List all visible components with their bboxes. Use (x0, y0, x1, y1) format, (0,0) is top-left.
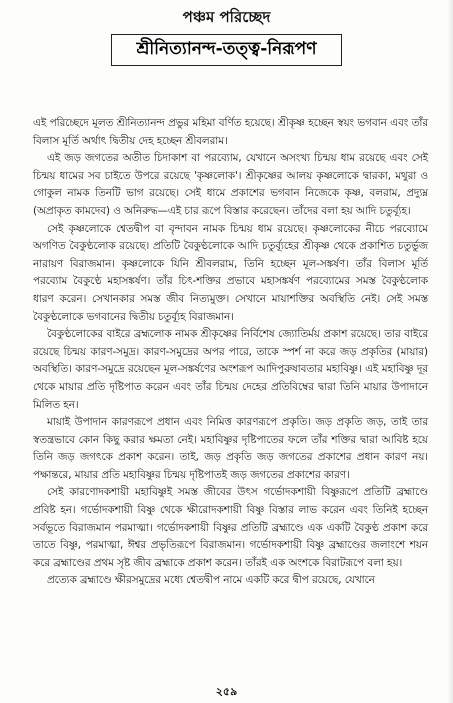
paragraph-6: সেই কারণোদকশায়ী মহাবিষ্ণুই সমস্ত জীবের উৎস গর্ভোদকশায়ী বিষ্ণুরূপে প্রতিটি ব্রহ্মাণ্ডে প্রবিষ্ট হন। গর্ভোদকশায়ী বিষ্ণু থেকে ক্ষীরোদকশায়ী বিষ্ণু বিস্তার লাভ করেন এবং তিনিই হচ্ছেন সর্বভূতে বিরাজমান পরমাত্মা। গর্ভোদকশায়ী বিষ্ণুর প্রতিটি ব্রহ্মাণ্ডে এক একটি বৈকুণ্ঠ প্রকাশ করে তাতে বিষ্ণু, পরমাত্মা, ঈশ্বর প্রভৃতিরূপে বিরাজমান। গর্ভোদকশায়ী বিষ্ণু ব্রহ্মাণ্ডের জলাংশে শয়ন করে ব্রহ্মাণ্ডের প্রথম সৃষ্ট জীব ব্রহ্মাকে প্রকাশ করেন। তাঁরই এক অংশকে বিরাটরূপে বলা হয়। (33, 486, 428, 569)
paragraph-1: এই পরিচ্ছেদে মূলত শ্রীনিত্যানন্দ প্রভুর মহিমা বর্ণিত হয়েছে। শ্রীকৃষ্ণ হচ্ছেন স্বয়ং ভগবান এবং তাঁর বিলাস মূর্তি অর্থাৎ দ্বিতীয় দেহ হচ্ছেন শ্রীবলরাম। (33, 117, 428, 147)
page-number: ২৫৯ (215, 685, 238, 698)
chapter-heading: পঞ্চম পরিচ্ছেদ (182, 8, 271, 26)
body-text (33, 115, 428, 590)
paragraph-7: প্রত্যেক ব্রহ্মাণ্ডে ক্ষীরসমুদ্রের মধ্যে শ্বেতদ্বীপ নামে একটি করে দ্বীপ রয়েছে, যেখানে (47, 574, 375, 587)
chapter-title: শ্রীনিত্যানন্দ-তত্ত্ব-নিরূপণ (136, 39, 317, 59)
paragraph-3: সেই কৃষ্ণলোকে শ্বেতদ্বীপ বা বৃন্দাবন নামক চিন্ময় ধাম রয়েছে। কৃষ্ণলোকের নীচে পরব্যোমে অগণিত বৈকুণ্ঠলোক রয়েছে। প্রতিটি বৈকুণ্ঠলোকে আদি চতুর্ব্যূহের শ্রীকৃষ্ণ থেকে প্রকাশিত চতুর্ভুজ নারায়ণ বিরাজমান। কৃষ্ণলোকে যিনি শ্রীবলরাম, তিনি হচ্ছেন মূল-সঙ্কর্ষণ। তাঁর বিলাস মূর্তি পরব্যোম বৈকুণ্ঠে মহাসঙ্কর্ষণ। তাঁর চিৎ-শক্তির প্রভাবে মহাসঙ্কর্ষণ পরব্যোমের সমস্ত বৈকুণ্ঠলোক ধারণ করেন। সেখানকার সমস্ত জীব নিত্যমুক্ত। সেখানে মায়াশক্তির অবস্থিতি নেই। সেই সমস্ত বৈকুণ্ঠলোকে ভগবানের দ্বিতীয় চতুর্ব্যূহ বিরাজমান। (33, 222, 428, 323)
paragraph-4: বৈকুণ্ঠলোকের বাইরে ব্রহ্মলোক নামক শ্রীকৃষ্ণের নির্বিশেষ জ্যোতির্ময় প্রকাশ রয়েছে। তার বাইরে রয়েছে চিন্ময় কারণ-সমুদ্র। কারণ-সমুদ্রের অপর পারে, তাকে স্পর্শ না করে জড় প্রকৃতির (মায়ার) অবস্থিতি। কারণ-সমুদ্রে রয়েছেন মূল-সঙ্কর্ষণের অংশরূপ আদিপুরুষাবতার মহাবিষ্ণু। এই মহাবিষ্ণু দূর থেকে মায়ার প্রতি দৃষ্টিপাত করেন এবং তাঁর চিন্ময় দেহের প্রতিবিম্বের দ্বারা তিনি মায়ার উপাদানে মিলিত হন। (33, 328, 428, 411)
page-edge-shadow (447, 0, 453, 703)
paragraph-5: মায়াই উপাদান কারণরূপে প্রধান এবং নিমিত্ত কারণরূপে প্রকৃতি। জড় প্রকৃতি জড়, তাই তার স্বতন্ত্রভাবে কোন কিছু করার ক্ষমতা নেই। মহাবিষ্ণুর দৃষ্টিপাতের ফলে তাঁর শক্তির দ্বারা আবিষ্ট হয়ে তিনি জড় জগৎকে প্রকাশ করেন। তাই, জড় প্রকৃতি জড় জগতের প্রকাশের প্রধান কারণ নয়। পক্ষান্তরে, মায়ার প্রতি মহাবিষ্ণুর চিন্ময় দৃষ্টিপাতই জড় জগতের প্রকাশের কারণ। (33, 416, 428, 481)
paragraph-2: এই জড় জগতের অতীত চিদাকাশ বা পরব্যোম, যেখানে অসংখ্য চিন্ময় ধাম রয়েছে এবং সেই চিন্ময় ধামের সব চাইতে উপরে রয়েছে 'কৃষ্ণলোক'। শ্রীকৃষ্ণের আলয় কৃষ্ণলোকে দ্বারকা, মথুরা ও গোকুল নামক তিনটি ভাগ রয়েছে। সেই ধামে প্রকাশের ভগবান নিজেকে কৃষ্ণ, বলরাম, প্রদ্যুম্ন (অপ্রাকৃত কামদেব) ও অনিরুদ্ধ—এই চার রূপে বিস্তার করেছেন। তাঁদের বলা হয় আদি চতুর্ব্যূহ। (33, 152, 428, 217)
chapter-title-box (111, 34, 342, 66)
